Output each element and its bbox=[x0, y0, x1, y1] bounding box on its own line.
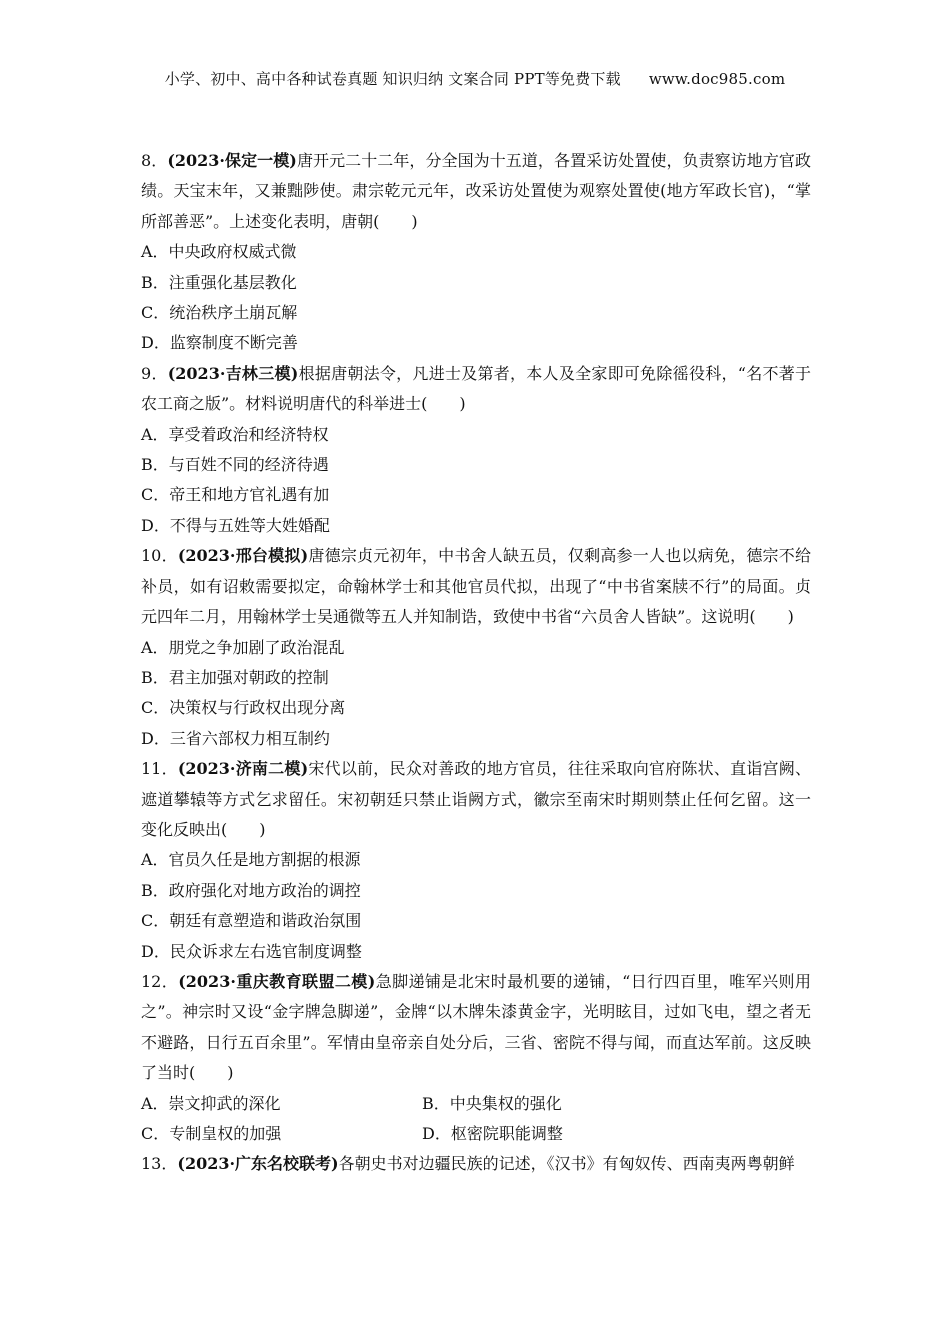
question-text: 宋代以前，民众对善政的地方官员，往往采取向官府陈状、直诣宫阙、遮道攀辕等方式乞求留任。宋初朝廷只禁止诣阙方式，徽宗至南宋时期则禁止任何乞留。这一变化反映出( ) bbox=[141, 759, 811, 839]
option-b: B．君主加强对朝政的控制 bbox=[141, 667, 329, 687]
option-a: A．享受着政治和经济特权 bbox=[141, 424, 329, 444]
option-a: A．崇文抑武的深化 bbox=[141, 1093, 281, 1113]
question-10 bbox=[141, 541, 811, 754]
question-number: 13． bbox=[141, 1154, 178, 1174]
question-stem bbox=[141, 1149, 811, 1179]
question-number: 9． bbox=[141, 363, 168, 383]
question-text: 根据唐朝法令，凡进士及第者，本人及全家即可免除徭役科，“名不著于农工商之版”。材料说明唐代的科举进士( ) bbox=[141, 363, 811, 414]
question-stem bbox=[141, 359, 811, 420]
question-number: 8． bbox=[141, 151, 168, 170]
option-a: A．官员久任是地方割据的根源 bbox=[141, 850, 361, 870]
question-source: (2023·邢台模拟) bbox=[177, 546, 309, 566]
question-source: (2023·吉林三模) bbox=[167, 363, 299, 383]
question-text: 急脚递铺是北宋时最机要的递铺，“日行四百里，唯军兴则用之”。神宗时又设“金字牌急脚递”，金牌“以木牌朱漆黄金字，光明眩目，过如飞电，望之者无不避路，日行五百余里”。军情由皇帝亲自处分后，三省、密院不得与闻，而直达军前。这反映了当时( ) bbox=[141, 971, 811, 1083]
option-b: B．与百姓不同的经济待遇 bbox=[141, 455, 329, 475]
question-number: 10． bbox=[141, 546, 178, 566]
option-d: D．三省六部权力相互制约 bbox=[141, 728, 330, 748]
option-c: C．专制皇权的加强 bbox=[141, 1124, 282, 1143]
option-row bbox=[141, 1089, 811, 1119]
header-left-text: 小学、初中、高中各种试卷真题 知识归纳 文案合同 PPT等免费下载 bbox=[164, 70, 621, 88]
question-stem bbox=[141, 146, 811, 237]
option-d: D．枢密院职能调整 bbox=[422, 1124, 563, 1143]
question-text: 唐德宗贞元初年，中书舍人缺五员，仅剩高参一人也以病免，德宗不给补员，如有诏敕需要拟定，命翰林学士和其他官员代拟，出现了“中书省案牍不行”的局面。贞元四年二月，用翰林学士吴通微等五人并知制诰，致使中书省“六员舍人皆缺”。这说明( ) bbox=[141, 546, 811, 627]
question-text: 各朝史书对边疆民族的记述，《汉书》有匈奴传、西南夷两粤朝鲜 bbox=[338, 1154, 795, 1174]
question-source: (2023·广东名校联考) bbox=[177, 1154, 339, 1174]
question-13 bbox=[141, 1149, 811, 1179]
question-list bbox=[141, 146, 811, 1180]
option-row bbox=[141, 1119, 811, 1149]
question-source: (2023·济南二模) bbox=[177, 759, 309, 779]
question-8 bbox=[141, 146, 811, 359]
question-9 bbox=[141, 359, 811, 541]
option-b: B．中央集权的强化 bbox=[422, 1093, 562, 1113]
option-b: B．政府强化对地方政治的调控 bbox=[141, 880, 361, 900]
question-stem bbox=[141, 541, 811, 632]
option-c: C．帝王和地方官礼遇有加 bbox=[141, 485, 330, 505]
question-number: 11． bbox=[141, 759, 178, 779]
question-stem bbox=[141, 754, 811, 845]
question-source: (2023·重庆教育联盟二模) bbox=[178, 971, 376, 991]
page-header bbox=[0, 68, 950, 89]
option-b: B．注重强化基层教化 bbox=[141, 272, 297, 292]
option-c: C．朝廷有意塑造和谐政治氛围 bbox=[141, 911, 362, 931]
question-number: 12． bbox=[141, 971, 179, 991]
option-d: D．民众诉求左右选官制度调整 bbox=[141, 941, 362, 961]
option-d: D．不得与五姓等大姓婚配 bbox=[141, 515, 330, 535]
question-source: (2023·保定一模) bbox=[167, 151, 297, 170]
option-a: A．朋党之争加剧了政治混乱 bbox=[141, 637, 345, 657]
question-12 bbox=[141, 967, 811, 1149]
question-11 bbox=[141, 754, 811, 967]
header-website: www.doc985.com bbox=[648, 70, 786, 88]
question-text: 唐开元二十二年，分全国为十五道，各置采访处置使，负责察访地方官政绩。天宝末年，又兼黜陟使。肃宗乾元元年，改采访处置使为观察处置使(地方军政长官)，“掌所部善恶”。上述变化表明，唐朝( ) bbox=[141, 151, 811, 231]
option-a: A．中央政府权威式微 bbox=[141, 242, 297, 262]
option-d: D．监察制度不断完善 bbox=[141, 333, 298, 353]
question-stem bbox=[141, 967, 811, 1089]
option-c: C．统治秩序土崩瓦解 bbox=[141, 303, 298, 323]
option-c: C．决策权与行政权出现分离 bbox=[141, 698, 346, 718]
